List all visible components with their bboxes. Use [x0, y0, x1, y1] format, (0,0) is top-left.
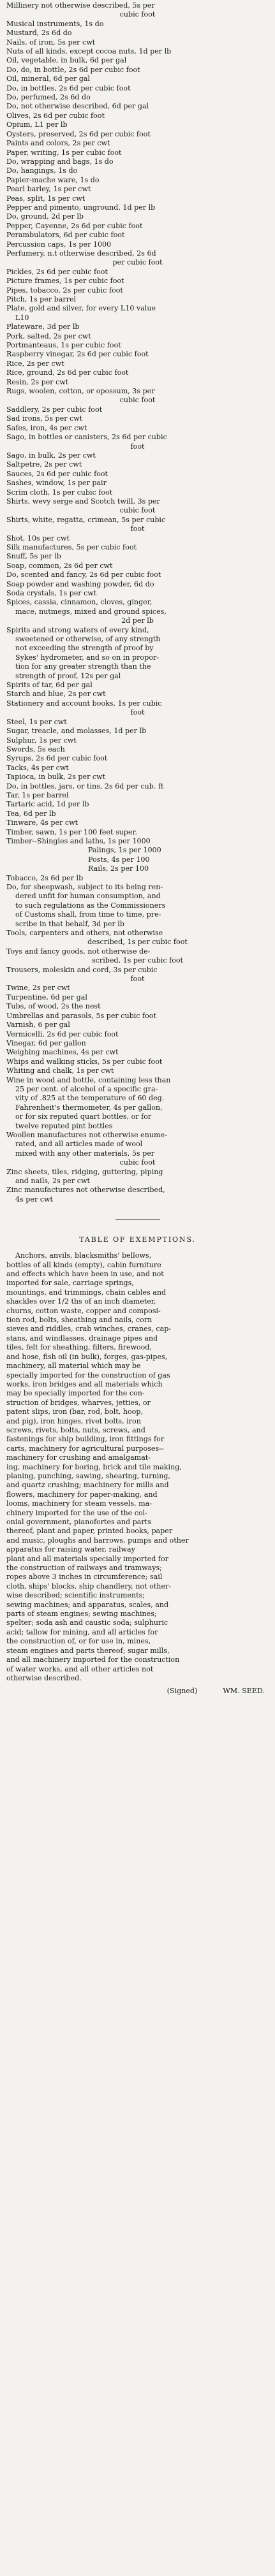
- tariff-line: Sago, in bulk, 2s per cwt: [6, 451, 96, 460]
- tariff-line: Papier-mache ware, 1s do: [6, 175, 100, 184]
- tariff-line: Pepper, Cayenne, 2s 6d per cubic foot: [6, 221, 143, 230]
- exemption-line: stans, and windlasses, drainage pipes and: [6, 1334, 158, 1343]
- tariff-line: Nails, of iron, 5s per cwt: [6, 38, 96, 47]
- tariff-line: Varnish, 6 per gal: [6, 1021, 70, 1030]
- tariff-line: Do, in bottles, 2s 6d per cubic foot: [6, 84, 131, 92]
- exemption-line: otherwise described.: [6, 1673, 82, 1682]
- exemption-line: struction of bridges, wharves, jetties, or: [6, 1398, 151, 1407]
- exemption-line: churns, cotton waste, copper and composi-: [6, 1306, 161, 1315]
- tariff-line: Timber--Shingles and laths, 1s per 1000: [6, 836, 151, 845]
- tariff-line: Resin, 2s per cwt: [6, 377, 69, 386]
- tariff-line: Sugar, treacle, and molasses, 1d per lb: [6, 727, 147, 736]
- exemption-line: and pig), iron hinges, rivet bolts, iron: [6, 1416, 141, 1425]
- tariff-line: Tools, carpenters and others, not otherwise: [6, 929, 163, 938]
- exemption-line: mountings, and trimmings, chain cables and: [6, 1288, 167, 1297]
- exemption-line: ropes above 3 inches in circumference; sail: [6, 1573, 163, 1582]
- tariff-line: Vermicelli, 2s 6d per cubic foot: [6, 1030, 119, 1038]
- exemption-line: parts of steam engines; sewing machines;: [6, 1610, 157, 1619]
- tariff-line: Syrups, 2s 6d per cubic foot: [6, 754, 108, 763]
- tariff-line: Toys and fancy goods, not otherwise de-: [6, 947, 151, 956]
- signature-row: [6, 1687, 269, 1695]
- tariff-line: Rice, 2s per cwt: [6, 359, 64, 368]
- tariff-line: Oysters, preserved, 2s 6d per cubic foot: [6, 129, 151, 138]
- exemption-line: acid; tallow for mining, and all articles for: [6, 1627, 158, 1636]
- tariff-line: Tubs, of wood, 2s the nest: [6, 1002, 101, 1011]
- tariff-line: Do, wrapping and bags, 1s do: [6, 157, 114, 166]
- tariff-line: foot: [130, 525, 145, 534]
- tariff-line: Fahrenheit's thermometer, 4s per gallon,: [15, 1103, 163, 1112]
- tariff-line: Saltpetre, 2s per cwt: [6, 460, 82, 469]
- tariff-line: Oil, mineral, 6d per gal: [6, 75, 90, 84]
- tariff-line: Spices, cassia, cinnamon, cloves, ginger,: [6, 598, 152, 607]
- tariff-line: Sashes, window, 1s per pair: [6, 479, 107, 488]
- tariff-line: Percussion caps, 1s per 1000: [6, 240, 112, 249]
- exemption-line: may be specially imported for the con-: [6, 1389, 145, 1398]
- exemption-line: steam engines and parts thereof; sugar mills,: [6, 1646, 170, 1655]
- tariff-line: Turpentine, 6d per gal: [6, 993, 87, 1001]
- exemption-line: chinery imported for the use of the col-: [6, 1508, 147, 1517]
- exemption-line: specially imported for the construction of gas: [6, 1371, 170, 1379]
- exemption-line: looms, machinery for steam vessels, ma-: [6, 1499, 152, 1508]
- tariff-line: Olives, 2s 6d per cubic foot: [6, 111, 105, 120]
- exemption-line: the construction of, or for use in, mines,: [6, 1637, 151, 1646]
- tariff-line: Whiting and chalk, 1s per cwt: [6, 1066, 114, 1075]
- tariff-line: Tobacco, 2s 6d per lb: [6, 873, 84, 882]
- tariff-line: L10: [15, 313, 29, 322]
- tariff-line: rated, and all articles made of wool: [15, 1140, 143, 1149]
- signatory-name: WM. SEED.: [223, 1687, 265, 1696]
- tariff-line: Paper, writing, 1s per cubic foot: [6, 148, 122, 157]
- exemption-line: thereof, plant and paper, printed books, paper: [6, 1527, 173, 1536]
- tariff-line: Tea, 6d per lb: [6, 809, 56, 818]
- tariff-line: Wine in wood and bottle, containing less than: [6, 1075, 171, 1084]
- tariff-line: Perfumery, n.t otherwise described, 2s 6d: [6, 249, 156, 258]
- tariff-line: cubic foot: [119, 10, 156, 19]
- exemption-line: carts, machinery for agricultural purposes--: [6, 1444, 164, 1453]
- tariff-line: Do, hangings, 1s do: [6, 166, 78, 175]
- tariff-line: scribed, 1s per cubic foot: [91, 956, 184, 965]
- exemption-line: tiles, felt for sheathing, filters, firewood,: [6, 1343, 152, 1352]
- exemption-line: sewing machines; and apparatus, scales, and: [6, 1600, 169, 1609]
- tariff-line: cubic foot: [119, 1158, 156, 1167]
- tariff-line: Soap powder and washing powder, 6d do: [6, 579, 154, 588]
- tariff-line: Shirts, white, regatta, crimean, 5s per cubic: [6, 515, 166, 524]
- tariff-line: 4s per cwt: [15, 1195, 53, 1204]
- tariff-line: Palings, 1s per 1000: [88, 846, 161, 855]
- tariff-line: Saddlery, 2s per cubic foot: [6, 405, 103, 414]
- tariff-line: Mustard, 2s 6d do: [6, 29, 72, 38]
- tariff-line: Do, ground, 2d per lb: [6, 212, 84, 221]
- tariff-line: twelve reputed pint bottles: [15, 1121, 113, 1130]
- tariff-line: Millinery not otherwise described, 5s per: [6, 1, 155, 10]
- tariff-line: Trousers, moleskin and cord, 3s per cubic: [6, 965, 158, 974]
- tariff-line: Steel, 1s per cwt: [6, 717, 67, 726]
- exemption-line: onial government, pianofortes and parts: [6, 1518, 151, 1526]
- tariff-line: described, 1s per cubic foot: [87, 938, 188, 947]
- tariff-line: Posts, 4s per 100: [88, 855, 150, 864]
- tariff-line: Whips and walking sticks, 5s per cubic foot: [6, 1057, 163, 1066]
- tariff-line: Tacks, 4s per cwt: [6, 763, 69, 772]
- tariff-line: Umbrellas and parasols, 5s per cubic foot: [6, 1011, 156, 1020]
- section-divider: [115, 1219, 160, 1220]
- tariff-line: to such regulations as the Commissioners: [15, 901, 166, 910]
- tariff-line: Pearl barley, 1s per cwt: [6, 185, 91, 194]
- tariff-line: or for six reputed quart bottles, or for: [15, 1112, 152, 1121]
- tariff-line: Rails, 2s per 100: [88, 864, 149, 873]
- tariff-line: Spirits and strong waters of every kind,: [6, 625, 149, 634]
- exemption-line: machinery for crushing and amalgamat-: [6, 1453, 151, 1462]
- tariff-line: Tinware, 4s per cwt: [6, 819, 78, 827]
- tariff-line: Silk manufactures, 5s per cubic foot: [6, 542, 137, 551]
- tariff-line: Twine, 2s per cwt: [6, 984, 70, 993]
- tariff-line: Sykes' hydrometer, and so on in propor-: [15, 653, 159, 662]
- tariff-line: Timber, sawn, 1s per 100 feet super.: [6, 827, 138, 836]
- tariff-line: Pitch, 1s per barrel: [6, 295, 77, 303]
- tariff-line: mixed with any other materials, 5s per: [15, 1149, 155, 1158]
- tariff-line: Perambulators, 6d per cubic foot: [6, 231, 125, 240]
- tariff-line: Do, not otherwise described, 6d per gal: [6, 102, 149, 111]
- exemption-line: and all machinery imported for the construction: [6, 1655, 180, 1664]
- tariff-line: foot: [130, 442, 145, 451]
- tariff-line: not exceeding the strength of proof by: [15, 644, 154, 653]
- tariff-line: Zinc manufactures not otherwise described,: [6, 1186, 165, 1195]
- tariff-line: scribe in that behalf, 3d per lb: [15, 919, 124, 928]
- exemption-line: planing, punching, sawing, shearing, turning,: [6, 1471, 171, 1480]
- tariff-line: Peas, split, 1s per cwt: [6, 194, 85, 203]
- exemption-line: machinery, all material which may be: [6, 1362, 141, 1371]
- tariff-line: Pickles, 2s 6d per cubic foot: [6, 267, 108, 276]
- tariff-line: Swords, 5s each: [6, 745, 65, 753]
- tariff-line: foot: [130, 975, 145, 984]
- tariff-line: vity of .825 at the temperature of 60 deg.: [15, 1094, 165, 1103]
- tariff-line: Do, in bottles, jars, or tins, 2s 6d per cub. ft: [6, 782, 164, 790]
- exemption-line: shackles over 1/2 ths of an inch diameter,: [6, 1297, 156, 1306]
- exemption-line: and music, ploughs and harrows, pumps and other: [6, 1536, 189, 1545]
- tariff-line: Portmanteaus, 1s per cubic foot: [6, 341, 121, 350]
- tariff-line: Do, for sheepwash, subject to its being ren-: [6, 883, 163, 891]
- exemption-line: and quartz crushing; machinery for mills and: [6, 1481, 169, 1490]
- exemption-line: and hose, fish oil (in bulk), forges, gas-pipes,: [6, 1352, 168, 1361]
- exemption-line: wise described; scientific instruments;: [6, 1591, 145, 1600]
- tariff-line: Tar, 1s per barrel: [6, 790, 69, 799]
- tariff-line: 2d per lb: [121, 616, 154, 625]
- tariff-line: Sago, in bottles or canisters, 2s 6d per cubic: [6, 433, 167, 442]
- tariff-line: Starch and blue, 2s per cwt: [6, 690, 106, 699]
- exemption-line: imported for sale, carriage springs,: [6, 1279, 134, 1288]
- tariff-line: mace, nutmegs, mixed and ground spices,: [15, 607, 167, 616]
- tariff-line: sweetened or otherwise, of any strength: [15, 635, 161, 644]
- tariff-line: Oil, vegetable, in bulk, 6d per gal: [6, 56, 127, 65]
- tariff-line: Do, scented and fancy, 2s 6d per cubic foot: [6, 571, 161, 579]
- tariff-line: cubic foot: [119, 506, 156, 515]
- tariff-line: tion for any greater strength than the: [15, 662, 151, 671]
- tariff-line: Plateware, 3d per lb: [6, 323, 80, 331]
- tariff-line: 25 per cent. of alcohol of a specific gra-: [15, 1084, 158, 1093]
- exemption-line: works, iron bridges and all materials which: [6, 1379, 163, 1388]
- tariff-line: Pork, salted, 2s per cwt: [6, 331, 91, 340]
- tariff-line: Shirts, wevy serge and Scotch twill, 3s per: [6, 497, 160, 506]
- tariff-line: Plate, gold and silver, for every L10 value: [6, 304, 156, 313]
- tariff-line: Stationery and account books, 1s per cubic: [6, 699, 162, 708]
- tariff-line: strength of proof, 12s per gal: [15, 671, 121, 680]
- exemption-line: fastenings for ship building, iron fittings for: [6, 1435, 165, 1444]
- tariff-line: Tartaric acid, 1d per lb: [6, 800, 89, 809]
- tariff-line: Pepper and pimento, unground, 1d per lb: [6, 203, 156, 212]
- exemption-line: and effects which have been in use, and not: [6, 1270, 164, 1279]
- exemption-line: ing, machinery for boring, brick and tile making,: [6, 1462, 182, 1471]
- tariff-line: Do, perfumed, 2s 6d do: [6, 93, 91, 102]
- tariff-line: Scrim cloth, 1s per cubic foot: [6, 488, 113, 497]
- exemption-line: screws, rivets, bolts, nuts, screws, and: [6, 1425, 145, 1434]
- exemption-line: flowers, machinery for paper-making, and: [6, 1490, 158, 1499]
- tariff-line: Rice, ground, 2s 6d per cubic foot: [6, 368, 129, 377]
- tariff-line: cubic foot: [119, 396, 156, 405]
- tariff-line: Zinc sheets, tiles, ridging, guttering, piping: [6, 1167, 163, 1176]
- exemption-line: sieves and riddles, crab winches, cranes, cap-: [6, 1325, 172, 1334]
- tariff-line: Weighing machines, 4s per cwt: [6, 1048, 119, 1057]
- tariff-line: Woollen manufactures not otherwise enume-: [6, 1130, 167, 1139]
- tariff-line: Shot, 10s per cwt: [6, 534, 70, 542]
- exemption-line: bottles of all kinds (empty), cabin furniture: [6, 1260, 161, 1269]
- exemption-line: spelter; soda ash and caustic soda; sulphuric: [6, 1619, 168, 1627]
- exemption-line: plant and all materials specially imported for: [6, 1554, 168, 1563]
- exemptions-heading: TABLE OF EXEMPTIONS.: [79, 1235, 196, 1244]
- exemption-line: patent slips, iron (bar, rod, bolt, hoop,: [6, 1408, 143, 1416]
- signed-label: (Signed): [167, 1687, 198, 1696]
- tariff-line: Tapioca, in bulk, 2s per cwt: [6, 773, 106, 782]
- exemption-line: apparatus for raising water, railway: [6, 1545, 135, 1554]
- tariff-line: Pipes, tobacco, 2s per cubic foot: [6, 286, 123, 295]
- exemptions-body: [6, 1251, 269, 1683]
- tariff-line: Safes, iron, 4s per cwt: [6, 423, 87, 432]
- exemption-line: Anchors, anvils, blacksmiths' bellows,: [15, 1251, 152, 1260]
- exemption-line: of water works, and all other articles not: [6, 1664, 154, 1673]
- tariff-line: Snuff, 5s per lb: [6, 552, 61, 561]
- tariff-line: Picture frames, 1s per cubic foot: [6, 277, 124, 286]
- exemption-line: tion rod, bolts, sheathing and nails, corn: [6, 1316, 152, 1325]
- tariff-line: Vinegar, 6d per gallon: [6, 1038, 86, 1047]
- exemption-line: the construction of railways and tramways;: [6, 1564, 162, 1573]
- tariff-line: Nuts of all kinds, except cocoa nuts, 1d per lb: [6, 47, 172, 56]
- tariff-line: Opium, L1 per lb: [6, 120, 68, 129]
- tariff-line: and nails, 2s per cwt: [15, 1177, 90, 1185]
- tariff-line: Rugs, woolen, cotton, or opossum, 3s per: [6, 387, 155, 396]
- tariff-line: Raspberry vinegar, 2s 6d per cubic foot: [6, 350, 149, 359]
- exemption-line: cloth, ships' blocks, ship chandlery, not other-: [6, 1582, 172, 1590]
- tariff-line: dered unfit for human consumption, and: [15, 892, 161, 901]
- tariff-list: [6, 1, 269, 1204]
- tariff-line: per cubic foot: [112, 258, 163, 267]
- tariff-line: Spirits of tar, 6d per gal: [6, 681, 93, 690]
- tariff-line: Musical instruments, 1s do: [6, 19, 104, 28]
- tariff-line: Soap, common, 2s 6d per cwt: [6, 561, 113, 570]
- tariff-line: Sauces, 2s 6d per cubic foot: [6, 469, 108, 478]
- tariff-line: Sad irons, 5s per cwt: [6, 414, 83, 423]
- tariff-line: Do, do, in bottle, 2s 6d per cubic foot: [6, 65, 140, 74]
- tariff-line: Soda crystals, 1s per cwt: [6, 589, 97, 597]
- tariff-line: foot: [130, 708, 145, 717]
- tariff-line: Sulphur, 1s per cwt: [6, 736, 77, 745]
- tariff-line: Paints and colors, 2s per cwt: [6, 139, 110, 148]
- tariff-line: of Customs shall, from time to time, pre-: [15, 910, 161, 919]
